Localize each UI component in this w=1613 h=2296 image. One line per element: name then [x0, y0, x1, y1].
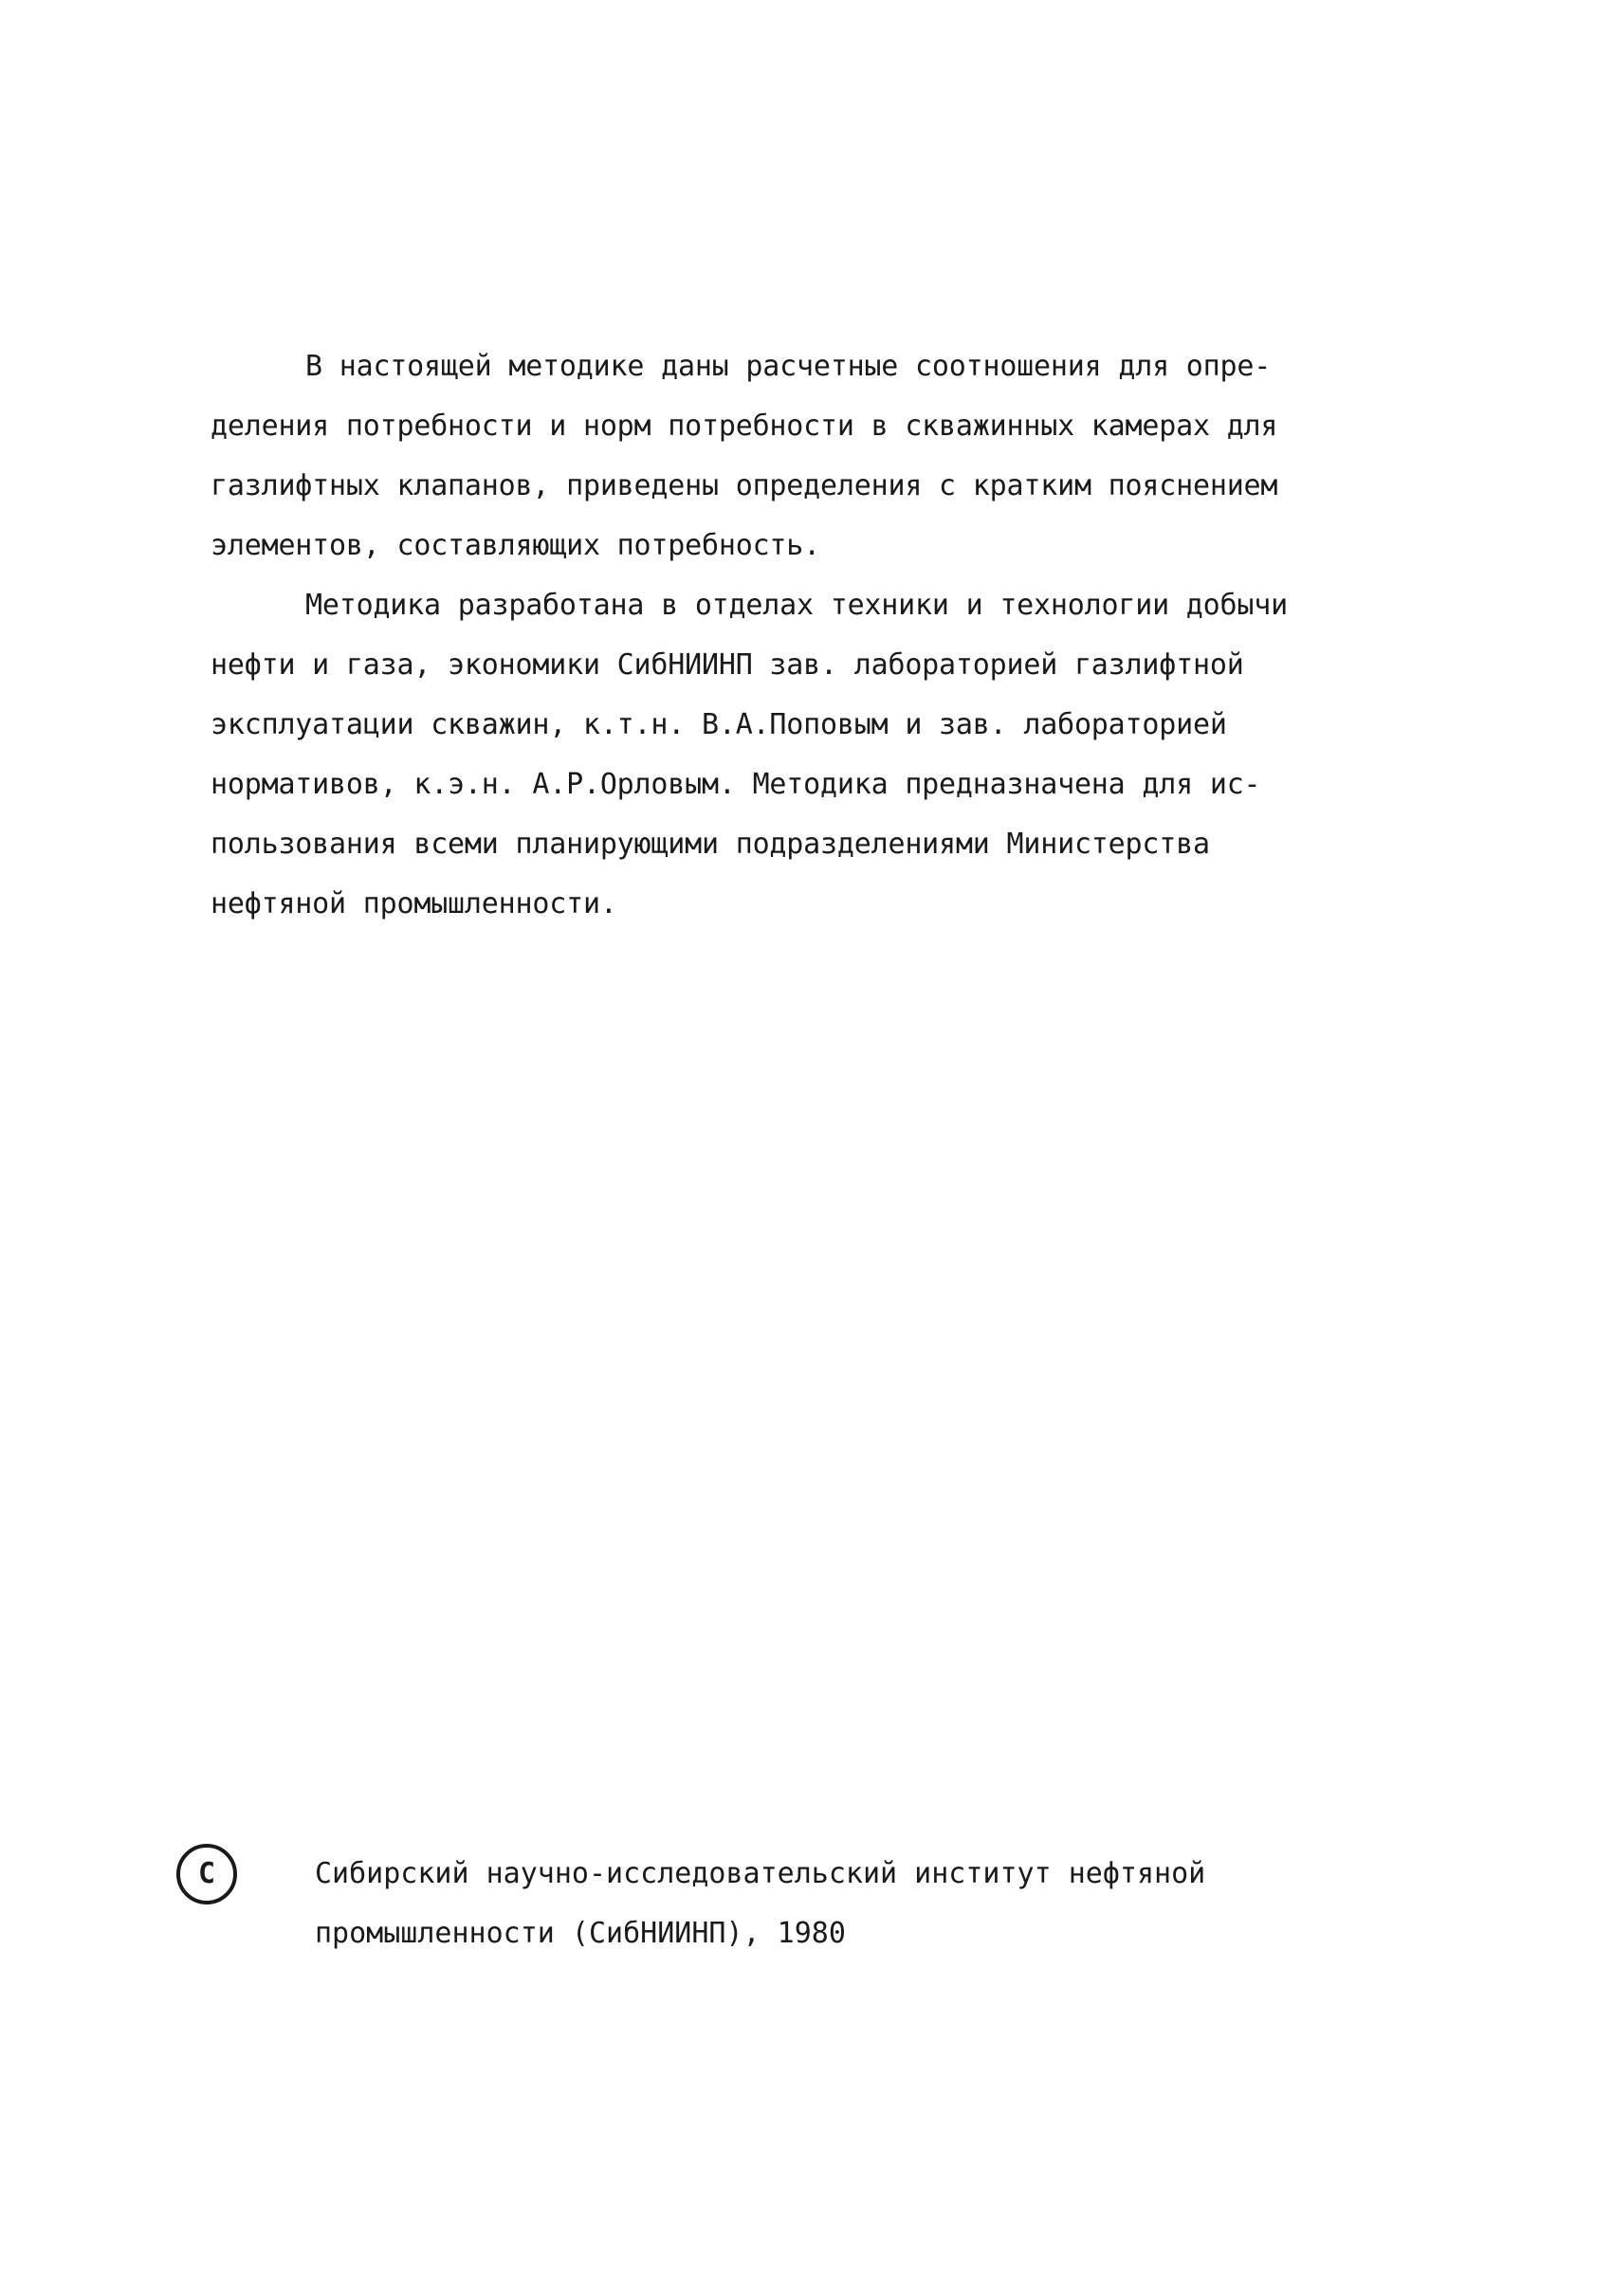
paragraph-1-line-3: газлифтных клапанов, приведены определения с кратким пояснением [211, 469, 1278, 502]
copyright-line-1: Сибирский научно-исследовательский институт нефтяной [315, 1857, 1206, 1890]
paragraph-1-line-1: В настоящей методике даны расчетные соотношения для опре- [305, 350, 1272, 383]
paragraph-2-line-6: нефтяной промышленности. [211, 887, 617, 920]
body-text [211, 337, 1443, 934]
copyright-line-2: промышленности (СибНИИНП), 1980 [315, 1917, 846, 1950]
paragraph-2-line-1: Методика разработана в отделах техники и технологии добычи [305, 589, 1288, 622]
paragraph-1-line-4: элементов, составляющих потребность. [211, 529, 821, 562]
copyright-text [315, 1844, 1205, 1963]
paragraph-1-line-2: деления потребности и норм потребности в скважинных камерах для [211, 410, 1278, 443]
paragraph-2-line-3: эксплуатации скважин, к.т.н. В.А.Поповым и зав. лабораторией [211, 708, 1227, 741]
copyright-icon: C [176, 1844, 237, 1904]
paragraph-2-line-2: нефти и газа, экономики СибНИИНП зав. лабораторией газлифтной [211, 648, 1244, 682]
paragraph-2-line-4: нормативов, к.э.н. А.Р.Орловым. Методика предназначена для ис- [211, 768, 1261, 801]
paragraph-2-line-5: пользования всеми планирующими подразделениями Министерства [211, 828, 1210, 861]
